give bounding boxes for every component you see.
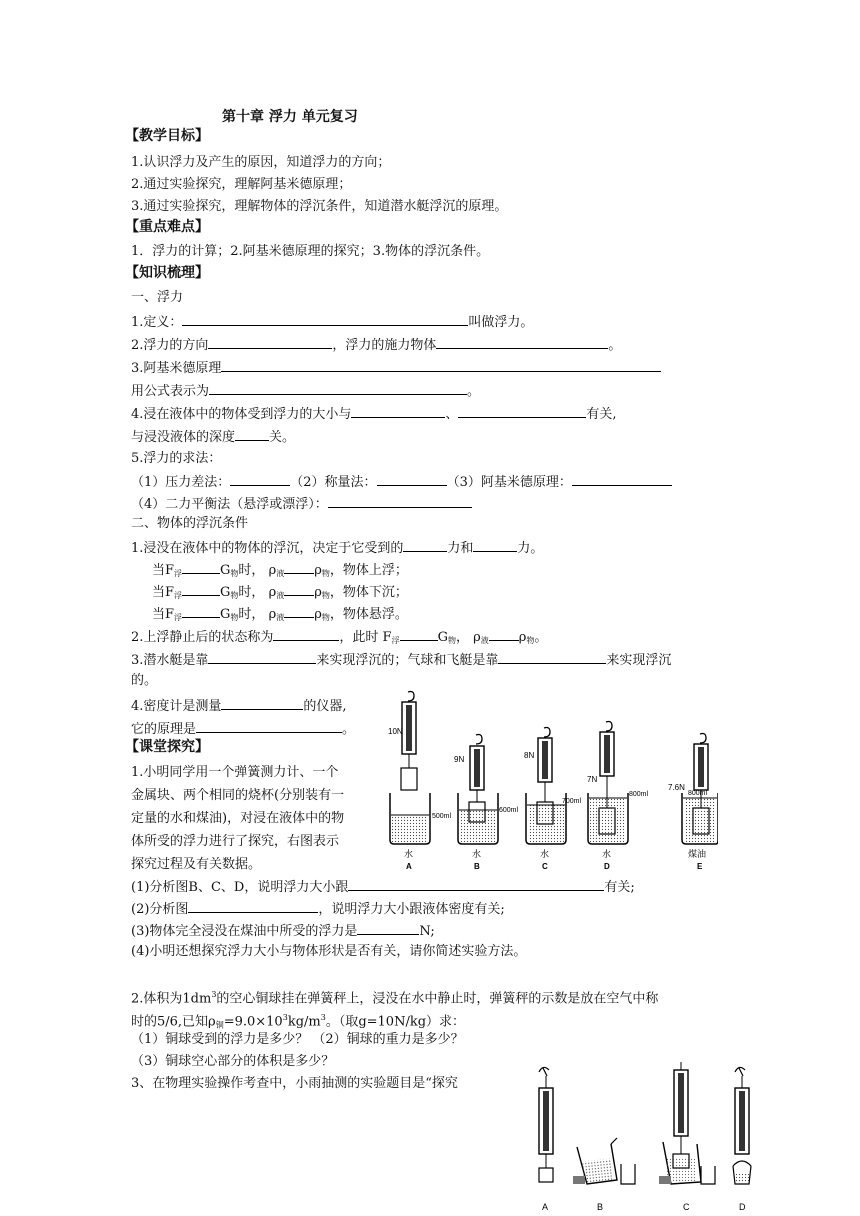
figure-letter: A bbox=[542, 1202, 549, 1212]
question1-part3 bbox=[131, 921, 435, 941]
question1-text: 定量的水和煤油)，对浸在液体中的物 bbox=[131, 811, 345, 826]
subscript: 物 bbox=[321, 613, 330, 622]
punctuation: 。 bbox=[534, 630, 548, 645]
text: 。（取g=10N/kg）求： bbox=[325, 1014, 466, 1030]
text: ρ bbox=[473, 630, 481, 645]
question3-text: 3、在物理实验操作考查中，小雨抽测的实验题目是“探究 bbox=[131, 1076, 458, 1091]
text: 时， bbox=[238, 585, 265, 600]
method-archimedes: （3）阿基米德原理： bbox=[446, 475, 572, 490]
text: (1)分析图B、C、D，说明浮力大小跟 bbox=[131, 880, 349, 895]
blank[interactable] bbox=[209, 381, 467, 395]
section-heading-knowledge: 【知识梳理】 bbox=[125, 265, 209, 281]
blank[interactable] bbox=[182, 604, 220, 618]
liquid-label: 水 bbox=[540, 849, 550, 859]
section-heading-goals: 【教学目标】 bbox=[125, 128, 209, 144]
goal-item: 3.通过实验探究，理解物体的浮沉条件，知道潜水艇浮沉的原理。 bbox=[131, 199, 508, 214]
factor-line bbox=[131, 404, 617, 424]
method-balance: （4）二力平衡法（悬浮或漂浮）： bbox=[131, 497, 328, 512]
depth-label: 与浸没液体的深度 bbox=[131, 430, 236, 445]
apparatus-b bbox=[573, 1138, 635, 1184]
part-heading-conditions: 二、物体的浮沉条件 bbox=[131, 516, 249, 531]
condition-text: 力和 bbox=[447, 541, 474, 556]
punctuation: 、 bbox=[445, 407, 459, 422]
definition-suffix: 叫做浮力。 bbox=[468, 315, 534, 330]
text: 当F bbox=[152, 607, 175, 622]
figure-letter: D bbox=[604, 862, 610, 870]
condition-suffix: 力。 bbox=[517, 541, 544, 556]
formula-label: 用公式表示为 bbox=[131, 384, 210, 399]
blank[interactable] bbox=[221, 358, 661, 372]
text: ρ bbox=[268, 585, 277, 600]
superscript: 3 bbox=[211, 990, 217, 999]
text: 时的5/6,已知ρ bbox=[131, 1014, 216, 1030]
subscript: 物 bbox=[230, 569, 239, 578]
subscript: 物 bbox=[230, 591, 239, 600]
section-heading-inquiry: 【课堂探究】 bbox=[125, 739, 209, 755]
reading-label: 10N bbox=[388, 727, 403, 736]
text: ρ bbox=[314, 563, 322, 578]
direction-line bbox=[131, 335, 621, 355]
question2-line1 bbox=[131, 986, 658, 1008]
subscript: 液 bbox=[276, 569, 285, 578]
text: ρ bbox=[314, 585, 322, 600]
blank[interactable] bbox=[328, 494, 472, 508]
apparatus-a bbox=[539, 1067, 553, 1182]
text: 2.体积为1dm bbox=[131, 991, 212, 1007]
definition-line bbox=[131, 312, 533, 332]
question1-part2 bbox=[131, 899, 505, 919]
subscript: 物 bbox=[230, 613, 239, 622]
question1-text: 体所受的浮力进行了探究，右图表示 bbox=[131, 834, 340, 849]
blank[interactable] bbox=[377, 472, 447, 486]
text: ρ bbox=[518, 630, 527, 645]
page-title: 第十章 浮力 单元复习 bbox=[222, 109, 358, 125]
apparatus-c bbox=[659, 1062, 715, 1184]
blank[interactable] bbox=[221, 696, 303, 710]
direction-text: ，浮力的施力物体 bbox=[332, 338, 437, 353]
formula-line bbox=[131, 381, 480, 401]
figure-letter: D bbox=[739, 1202, 746, 1212]
subscript: 浮 bbox=[174, 569, 183, 578]
overflow-experiment-figure bbox=[525, 1062, 765, 1212]
archimedes-label: 3.阿基米德原理 bbox=[131, 361, 222, 376]
liquid-label: 水 bbox=[602, 849, 612, 859]
apparatus-c bbox=[526, 728, 566, 845]
blank[interactable] bbox=[284, 604, 314, 618]
floating-line: 2.上浮静止后的状态称为 ，此时 $F_浮$ $G_物$， $\rho_液$ $\rho_物$。 bbox=[131, 627, 547, 650]
subscript: 物 bbox=[321, 569, 330, 578]
blank[interactable] bbox=[284, 582, 314, 596]
factor-suffix: 有关, bbox=[586, 407, 617, 422]
factor-label: 4.浸在液体中的物体受到浮力的大小与 bbox=[131, 407, 352, 422]
blank[interactable] bbox=[235, 427, 269, 441]
text: ρ bbox=[268, 607, 277, 622]
subscript: 浮 bbox=[174, 591, 183, 600]
submarine-label: 3.潜水艇是靠 bbox=[131, 653, 209, 668]
blank[interactable] bbox=[208, 650, 316, 664]
volume-label: 700ml bbox=[562, 798, 582, 805]
reading-label: 7.6N bbox=[668, 783, 685, 792]
condition-row-suspend bbox=[152, 604, 408, 627]
question1-part4: (4)小明还想探究浮力大小与物体形状是否有关，请你简述实验方法。 bbox=[131, 944, 527, 959]
blank[interactable] bbox=[230, 472, 290, 486]
blank[interactable] bbox=[458, 404, 586, 418]
question1-part1 bbox=[131, 877, 635, 897]
floating-label: 2.上浮静止后的状态称为 bbox=[131, 630, 274, 645]
blank[interactable] bbox=[348, 877, 604, 891]
figure-letter: B bbox=[597, 1202, 604, 1212]
volume-label: 600ml bbox=[499, 807, 519, 814]
key-points-text: 1．浮力的计算；2.阿基米德原理的探究；3.物体的浮沉条件。 bbox=[131, 244, 490, 259]
text: 时， bbox=[238, 563, 265, 578]
buoyancy-experiment-figure bbox=[388, 690, 718, 870]
liquid-label: 水 bbox=[404, 849, 414, 859]
text: G bbox=[437, 630, 448, 645]
punctuation: 。 bbox=[342, 722, 356, 737]
hydrometer-label: 4.密度计是测量 bbox=[131, 699, 222, 714]
liquid-label: 煤油 bbox=[688, 849, 707, 859]
figure-letter: C bbox=[683, 1202, 690, 1212]
liquid-label: 水 bbox=[472, 849, 482, 859]
subscript: 液 bbox=[276, 591, 285, 600]
text: G bbox=[220, 563, 231, 578]
part-heading-buoyancy: 一、浮力 bbox=[131, 290, 184, 305]
superscript: 3 bbox=[320, 1013, 326, 1022]
text: ，物体悬浮。 bbox=[329, 607, 408, 622]
punctuation: 。 bbox=[467, 384, 481, 399]
figure-letter: C bbox=[542, 862, 548, 870]
subscript: 液 bbox=[276, 613, 285, 622]
blank[interactable] bbox=[351, 404, 445, 418]
blank[interactable] bbox=[182, 312, 468, 326]
question1-text: 探究过程及有关数据。 bbox=[131, 857, 262, 872]
submarine-line bbox=[131, 650, 671, 670]
text: 来实现浮沉的；气球和飞艇是靠 bbox=[316, 653, 499, 668]
figure-letter: B bbox=[474, 862, 480, 870]
text: 的仪器, bbox=[303, 699, 347, 714]
archimedes-line bbox=[131, 358, 661, 378]
method-pressure: （1）压力差法： bbox=[131, 475, 231, 490]
text: kg/m bbox=[287, 1014, 321, 1030]
condition-row-sink bbox=[152, 582, 408, 605]
blank[interactable] bbox=[498, 650, 606, 664]
blank[interactable] bbox=[489, 627, 519, 641]
text: ，物体下沉； bbox=[329, 585, 408, 600]
depth-line bbox=[131, 427, 295, 447]
condition-line bbox=[131, 538, 543, 558]
text: ρ bbox=[268, 563, 277, 578]
blank[interactable] bbox=[400, 627, 438, 641]
subscript: 液 bbox=[480, 636, 489, 645]
blank[interactable] bbox=[188, 899, 318, 913]
reading-label: 7N bbox=[587, 775, 598, 784]
blank[interactable] bbox=[357, 921, 419, 935]
volume-label: 800ml bbox=[688, 790, 708, 797]
text: G bbox=[220, 607, 231, 622]
blank[interactable] bbox=[572, 472, 672, 486]
blank[interactable] bbox=[273, 627, 339, 641]
method-weighing: （2）称量法： bbox=[290, 475, 377, 490]
condition-row-rise bbox=[152, 560, 408, 583]
blank[interactable] bbox=[182, 560, 220, 574]
volume-label: 800ml bbox=[629, 791, 649, 798]
method-balance-line bbox=[131, 494, 472, 514]
text: 时， bbox=[238, 607, 265, 622]
subscript: 物 bbox=[526, 636, 535, 645]
submarine-line-end: 的。 bbox=[131, 673, 158, 688]
apparatus-a bbox=[390, 692, 430, 845]
blank[interactable] bbox=[403, 538, 447, 552]
text: (2)分析图 bbox=[131, 902, 189, 917]
apparatus-d bbox=[733, 1067, 751, 1184]
apparatus-e bbox=[682, 734, 718, 845]
figure-letter: A bbox=[406, 862, 412, 870]
blank[interactable] bbox=[284, 560, 314, 574]
text: 当F bbox=[152, 585, 175, 600]
reading-label: 8N bbox=[524, 751, 535, 760]
text: 的空心铜球挂在弹簧秤上，浸没在水中静止时，弹簧秤的示数是放在空气中称 bbox=[216, 991, 659, 1007]
text: 有关; bbox=[604, 880, 635, 895]
text: ，此时 F bbox=[339, 630, 392, 645]
hydrometer-principle-line bbox=[131, 719, 355, 739]
text: G bbox=[220, 585, 231, 600]
subscript: 浮 bbox=[391, 636, 400, 645]
subscript: 铜 bbox=[215, 1020, 224, 1030]
principle-label: 它的原理是 bbox=[131, 722, 197, 737]
question2-sub1: （1）铜球受到的浮力是多少？ （2）铜球的重力是多少？ bbox=[131, 1032, 464, 1047]
blank[interactable] bbox=[196, 719, 342, 733]
subscript: 物 bbox=[447, 636, 456, 645]
text: 来实现浮沉 bbox=[606, 653, 672, 668]
volume-label: 500ml bbox=[432, 813, 452, 820]
text: N; bbox=[419, 924, 435, 939]
text: (3)物体完全浸没在煤油中所受的浮力是 bbox=[131, 924, 358, 939]
apparatus-b bbox=[458, 735, 498, 845]
blank[interactable] bbox=[436, 335, 608, 349]
depth-suffix: 关。 bbox=[269, 430, 296, 445]
text: 当F bbox=[152, 563, 175, 578]
superscript: 3 bbox=[282, 1013, 288, 1022]
text: ，物体上浮； bbox=[329, 563, 408, 578]
text: =9.0×10 bbox=[223, 1014, 283, 1030]
text: ρ bbox=[314, 607, 322, 622]
methods-line bbox=[131, 472, 672, 492]
question1-text: 1.小明同学用一个弹簧测力计、一个 bbox=[131, 765, 339, 780]
blank[interactable] bbox=[473, 538, 517, 552]
question2-sub3: （3）铜球空心部分的体积是多少？ bbox=[131, 1054, 335, 1069]
condition-label: 1.浸没在液体中的物体的浮沉，决定于它受到的 bbox=[131, 541, 404, 556]
section-heading-key-points: 【重点难点】 bbox=[125, 219, 209, 235]
goal-item: 1.认识浮力及产生的原因，知道浮力的方向； bbox=[131, 155, 391, 170]
question1-text: 金属块、两个相同的烧杯(分别装有一 bbox=[131, 788, 345, 803]
methods-title: 5.浮力的求法： bbox=[131, 451, 222, 466]
punctuation: 。 bbox=[608, 338, 622, 353]
direction-label: 2.浮力的方向 bbox=[131, 338, 209, 353]
blank[interactable] bbox=[182, 582, 220, 596]
goal-item: 2.通过实验探究，理解阿基米德原理； bbox=[131, 177, 352, 192]
text: ，说明浮力大小跟液体密度有关; bbox=[318, 902, 505, 917]
hydrometer-line bbox=[131, 696, 347, 716]
figure-letter: E bbox=[697, 862, 703, 870]
subscript: 物 bbox=[321, 591, 330, 600]
subscript: 浮 bbox=[174, 613, 183, 622]
definition-label: 1.定义： bbox=[131, 315, 183, 330]
reading-label: 9N bbox=[454, 755, 465, 764]
blank[interactable] bbox=[208, 335, 332, 349]
